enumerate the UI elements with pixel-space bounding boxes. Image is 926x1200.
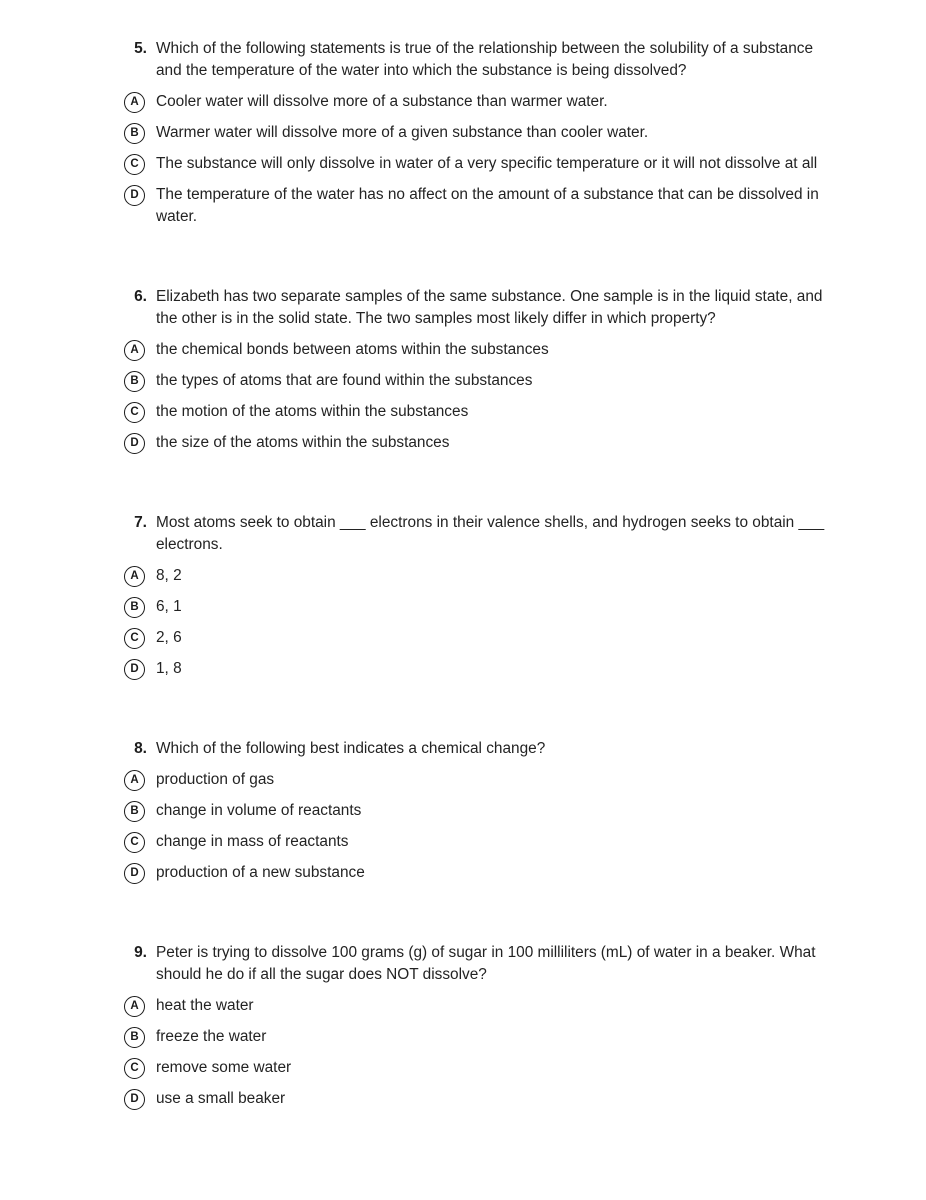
choice-bubble-icon[interactable]: C [124,832,145,853]
answer-choice-a[interactable] [121,339,838,361]
answer-choice-c[interactable] [121,401,838,423]
answer-choice-label: Warmer water will dissolve more of a given substance than cooler water. [156,124,649,141]
answer-choice-label: The substance will only dissolve in water of a very specific temperature or it will not dissolve at all [156,155,818,172]
answer-choice-label: Cooler water will dissolve more of a substance than warmer water. [156,93,608,110]
answer-choice-d[interactable] [121,432,838,454]
answer-choice-label: The temperature of the water has no affect on the amount of a substance that can be dissolved in water. [156,186,819,225]
question-stem-row [121,942,838,986]
answer-choice-b[interactable] [121,596,838,618]
answer-choice-label: heat the water [156,997,254,1014]
answer-choice-label: change in mass of reactants [156,833,349,850]
answer-choice-d[interactable] [121,1088,838,1110]
choice-bubble-icon[interactable]: B [124,371,145,392]
question-block [121,286,838,454]
answer-choice-label: change in volume of reactants [156,802,362,819]
choice-bubble-icon[interactable]: D [124,863,145,884]
answer-choice-b[interactable] [121,370,838,392]
answer-choice-label: the size of the atoms within the substances [156,434,450,451]
answer-choice-d[interactable] [121,862,838,884]
question-stem: Elizabeth has two separate samples of the same substance. One sample is in the liquid state, and the other is in the solid state. The two samples most likely differ in which property? [156,288,823,327]
question-block [121,738,838,884]
choice-bubble-icon[interactable]: B [124,1027,145,1048]
answer-choice-c[interactable] [121,831,838,853]
question-number: 5. [134,40,147,57]
question-stem-row [121,738,838,760]
choice-bubble-icon[interactable]: A [124,996,145,1017]
choice-bubble-icon[interactable]: D [124,433,145,454]
choice-bubble-icon[interactable]: C [124,154,145,175]
question-stem-row [121,512,838,556]
choice-bubble-icon[interactable]: D [124,659,145,680]
choice-bubble-icon[interactable]: A [124,770,145,791]
question-stem: Which of the following best indicates a chemical change? [156,740,546,757]
answer-choice-c[interactable] [121,153,838,175]
choice-bubble-icon[interactable]: B [124,123,145,144]
answer-choice-label: production of a new substance [156,864,365,881]
answer-choice-b[interactable] [121,1026,838,1048]
choice-bubble-icon[interactable]: B [124,801,145,822]
answer-choice-c[interactable] [121,1057,838,1079]
choice-bubble-icon[interactable]: D [124,1089,145,1110]
answer-choice-label: production of gas [156,771,275,788]
question-number: 9. [134,944,147,961]
answer-choice-d[interactable] [121,184,838,228]
question-block [121,942,838,1110]
choice-bubble-icon[interactable]: C [124,402,145,423]
answer-choice-b[interactable] [121,800,838,822]
question-stem: Most atoms seek to obtain ___ electrons in their valence shells, and hydrogen seeks to obtain ___ electrons. [156,514,825,553]
answer-choice-label: 2, 6 [156,629,182,646]
answer-choice-label: the types of atoms that are found within the substances [156,372,533,389]
choice-bubble-icon[interactable]: C [124,1058,145,1079]
choice-bubble-icon[interactable]: A [124,566,145,587]
answer-choice-label: freeze the water [156,1028,267,1045]
question-stem-row [121,38,838,82]
choice-bubble-icon[interactable]: A [124,340,145,361]
choice-bubble-icon[interactable]: C [124,628,145,649]
answer-choice-a[interactable] [121,91,838,113]
question-stem: Peter is trying to dissolve 100 grams (g) of sugar in 100 milliliters (mL) of water in a beaker. What should he do if all the sugar does NOT dissolve? [156,944,816,983]
question-stem-row [121,286,838,330]
question-number: 8. [134,740,147,757]
answer-choice-label: remove some water [156,1059,292,1076]
answer-choice-label: the motion of the atoms within the substances [156,403,469,420]
question-block [121,38,838,228]
answer-choice-label: 8, 2 [156,567,182,584]
answer-choice-b[interactable] [121,122,838,144]
answer-choice-label: 1, 8 [156,660,182,677]
question-stem: Which of the following statements is true of the relationship between the solubility of a substance and the temperature of the water into which the substance is being dissolved? [156,40,814,79]
choice-bubble-icon[interactable]: B [124,597,145,618]
choice-bubble-icon[interactable]: D [124,185,145,206]
answer-choice-label: the chemical bonds between atoms within the substances [156,341,549,358]
choice-bubble-icon[interactable]: A [124,92,145,113]
answer-choice-label: 6, 1 [156,598,182,615]
questions-container [121,38,838,1110]
question-block [121,512,838,680]
answer-choice-d[interactable] [121,658,838,680]
question-number: 7. [134,514,147,531]
answer-choice-a[interactable] [121,995,838,1017]
answer-choice-a[interactable] [121,769,838,791]
question-number: 6. [134,288,147,305]
answer-choice-c[interactable] [121,627,838,649]
answer-choice-label: use a small beaker [156,1090,286,1107]
answer-choice-a[interactable] [121,565,838,587]
